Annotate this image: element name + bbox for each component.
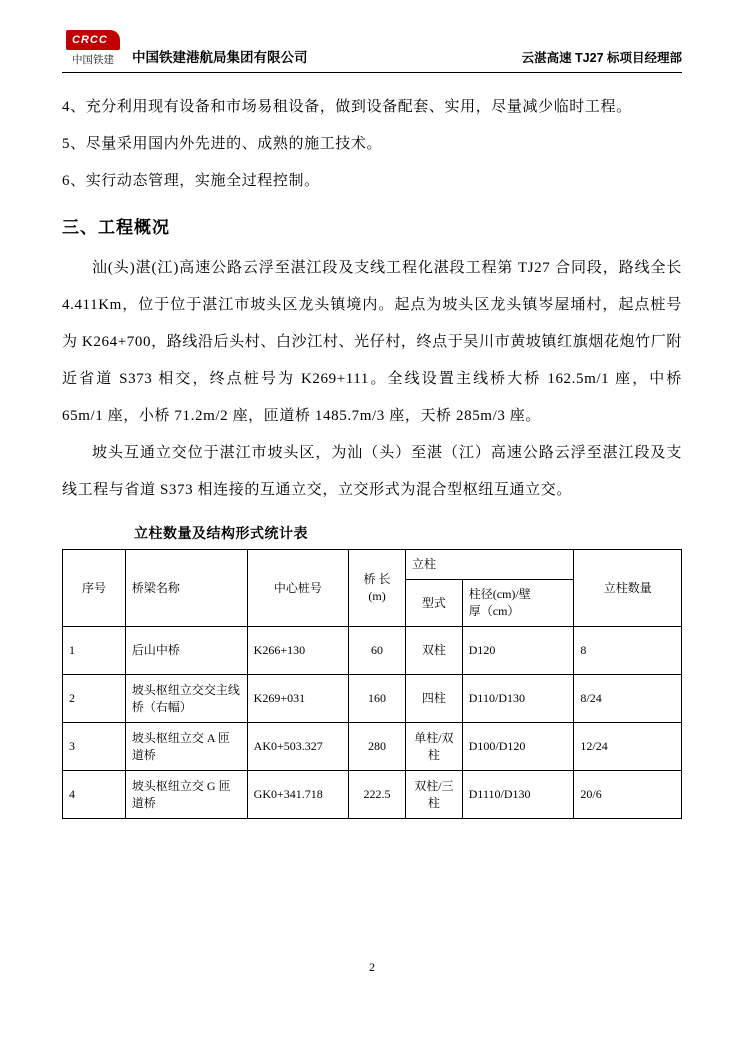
- cell-bridge-name: 后山中桥: [125, 627, 247, 675]
- cell-column-count: 8/24: [574, 675, 682, 723]
- table-header-column-diameter-line2: 厚（cm）: [468, 604, 520, 618]
- cell-column-diameter: D110/D130: [462, 675, 574, 723]
- cell-bridge-name: 坡头枢纽立交 A 匝道桥: [125, 723, 247, 771]
- column-statistics-table: [62, 549, 682, 819]
- cell-column-diameter: D1110/D130: [462, 771, 574, 819]
- logo-caption: 中国铁建: [72, 54, 114, 66]
- page-content: [62, 24, 682, 819]
- cell-center-stake: AK0+503.327: [247, 723, 348, 771]
- cell-column-count: 20/6: [574, 771, 682, 819]
- table-header-bridge-length-line1: 桥 长: [363, 572, 391, 586]
- table-row: [63, 627, 682, 675]
- table-header-column-count: 立柱数量: [574, 550, 682, 627]
- cell-column-type: 双柱/三柱: [405, 771, 462, 819]
- cell-seq: 4: [63, 771, 126, 819]
- logo-mark-text: CRCC: [72, 34, 108, 46]
- table-header-seq: 序号: [63, 550, 126, 627]
- cell-column-type: 四柱: [405, 675, 462, 723]
- table-header-bridge-name: 桥梁名称: [125, 550, 247, 627]
- page-number: 2: [369, 960, 375, 974]
- table-header-column-type: 型式: [405, 580, 462, 627]
- cell-seq: 3: [63, 723, 126, 771]
- table-header-center-stake: 中心桩号: [247, 550, 348, 627]
- page-footer: [0, 960, 744, 975]
- cell-column-type: 双柱: [405, 627, 462, 675]
- crcc-logo-icon: [66, 30, 120, 50]
- cell-column-count: 8: [574, 627, 682, 675]
- cell-column-diameter: D120: [462, 627, 574, 675]
- paragraph-overview-1: 汕(头)湛(江)高速公路云浮至湛江段及支线工程化湛段工程第 TJ27 合同段，路线全长 4.411Km，位于位于湛江市坡头区龙头镇境内。起点为坡头区龙头镇岑屋埇村，起点桩号为 K264+700，路线沿后头村、白沙江村、光仔村，终点于吴川市黄坡镇红旗烟花炮竹厂附近省道 S373 相交，终点桩号为 K269+111。全线设置主线桥大桥 162.5m/1 座，中桥 65m/1 座，小桥 71.2m/2 座，匝道桥 1485.7m/3 座，天桥 285m/3 座。: [62, 260, 682, 424]
- table-header-bridge-length-line2: (m): [368, 589, 386, 603]
- table-header-row-1: [63, 550, 682, 580]
- cell-bridge-length: 160: [349, 675, 406, 723]
- table-row: [63, 675, 682, 723]
- page-header: [62, 24, 682, 70]
- table-header-bridge-length: [349, 550, 406, 627]
- cell-bridge-name: 坡头枢纽立交交主线桥（右幅）: [125, 675, 247, 723]
- table-row: [63, 723, 682, 771]
- cell-center-stake: K269+031: [247, 675, 348, 723]
- cell-bridge-length: 280: [349, 723, 406, 771]
- cell-bridge-name: 坡头枢纽立交 G 匝道桥: [125, 771, 247, 819]
- cell-column-diameter: D100/D120: [462, 723, 574, 771]
- table-header-column-diameter-line1: 柱径(cm)/壁: [468, 587, 531, 601]
- header-divider: [62, 72, 682, 73]
- cell-bridge-length: 222.5: [349, 771, 406, 819]
- cell-seq: 2: [63, 675, 126, 723]
- table-row: [63, 771, 682, 819]
- section-heading-project-overview: 三、工程概况: [62, 218, 170, 237]
- paragraph-item-4: 4、充分利用现有设备和市场易租设备，做到设备配套、实用，尽量减少临时工程。: [62, 99, 632, 115]
- cell-column-count: 12/24: [574, 723, 682, 771]
- header-company-name: 中国铁建港航局集团有限公司: [132, 50, 308, 65]
- table-header-column-group: 立柱: [405, 550, 573, 580]
- cell-bridge-length: 60: [349, 627, 406, 675]
- paragraph-overview-2: 坡头互通立交位于湛江市坡头区，为汕（头）至湛（江）高速公路云浮至湛江段及支线工程与省道 S373 相连接的互通立交，立交形式为混合型枢纽互通立交。: [62, 445, 682, 498]
- table-header-column-diameter: [462, 580, 574, 627]
- cell-seq: 1: [63, 627, 126, 675]
- company-logo: [62, 30, 124, 70]
- table-caption: 立柱数量及结构形式统计表: [134, 525, 308, 541]
- cell-column-type: 单柱/双柱: [405, 723, 462, 771]
- header-project-name: 云湛高速 TJ27 标项目经理部: [521, 51, 682, 65]
- cell-center-stake: GK0+341.718: [247, 771, 348, 819]
- paragraph-item-6: 6、实行动态管理，实施全过程控制。: [62, 173, 320, 189]
- paragraph-item-5: 5、尽量采用国内外先进的、成熟的施工技术。: [62, 136, 383, 152]
- cell-center-stake: K266+130: [247, 627, 348, 675]
